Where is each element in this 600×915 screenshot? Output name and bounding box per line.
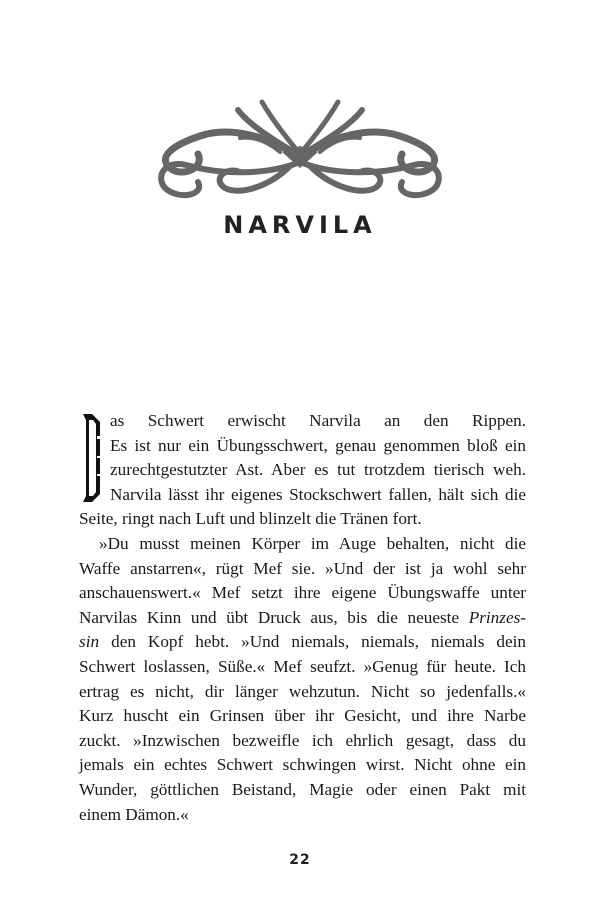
text-line: zuckt. »Inzwischen bezweifle ich ehrlich gesagt, dass du bbox=[79, 730, 526, 750]
paragraph bbox=[79, 409, 526, 532]
text-segment: den Kopf hebt. »Und niemals, niemals, niemals dein bbox=[111, 632, 527, 652]
dropcap bbox=[80, 412, 102, 504]
text-line: Narvila lässt ihr eigenes Stockschwert fallen, hält sich die bbox=[110, 484, 526, 504]
chapter-title: NARVILA bbox=[223, 211, 377, 239]
text-line: ertrag es nicht, dir länger wehzutun. Nicht so jedenfalls.« bbox=[79, 681, 526, 701]
text-line: zurechtgestutzter Ast. Aber es tut trotzdem tierisch weh. bbox=[110, 460, 526, 480]
text-line: einem Dämon.« bbox=[79, 804, 189, 824]
text-line bbox=[79, 606, 526, 631]
page-number: 22 bbox=[289, 852, 311, 868]
chapter-ornament bbox=[150, 96, 450, 216]
text-line: anschauenswert.« Mef setzt ihre eigene Übungswaffe unter bbox=[79, 583, 526, 603]
dropcap-d-icon bbox=[80, 412, 102, 504]
flourish-ornament-icon bbox=[150, 96, 450, 216]
text-line bbox=[79, 630, 526, 655]
text-line: Seite, ringt nach Luft und blinzelt die Tränen fort. bbox=[79, 509, 422, 529]
text-line: Waffe anstarren«, rügt Mef sie. »Und der ist ja wohl sehr bbox=[79, 558, 526, 578]
italic-word: sin bbox=[79, 632, 100, 652]
text-segment: Narvilas Kinn und übt Druck aus, bis die neueste bbox=[79, 607, 469, 627]
text-line: Schwert loslassen, Süße.« Mef seufzt. »Genug für heute. Ich bbox=[79, 656, 526, 676]
italic-word: Prinzes- bbox=[468, 607, 526, 627]
body-text bbox=[79, 409, 526, 827]
text-line: as Schwert erwischt Narvila an den Rippen. bbox=[110, 411, 526, 430]
text-line: Kurz huscht ein Grinsen über ihr Gesicht, und ihre Narbe bbox=[79, 706, 526, 726]
text-line: »Du musst meinen Körper im Auge behalten, nicht die bbox=[99, 533, 526, 553]
text-line: jemals ein echtes Schwert schwingen wirst. Nicht ohne ein bbox=[79, 755, 526, 775]
text-line: Wunder, göttlichen Beistand, Magie oder einen Pakt mit bbox=[79, 779, 526, 799]
paragraph bbox=[79, 532, 526, 827]
text-line: Es ist nur ein Übungsschwert, genau genommen bloß ein bbox=[110, 435, 526, 455]
